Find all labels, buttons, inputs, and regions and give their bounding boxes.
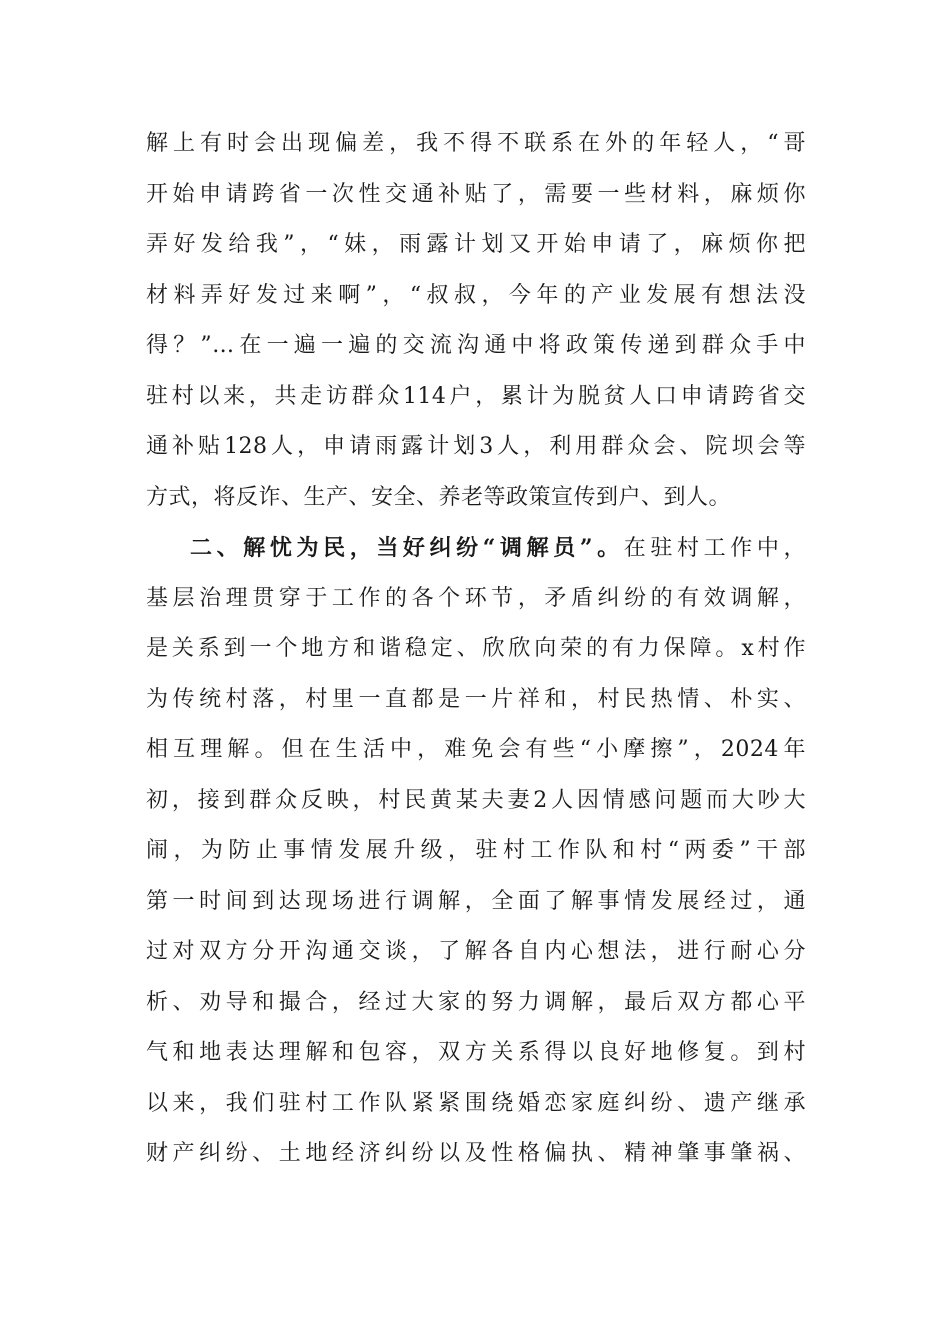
paragraph-2-line: 基层治理贯穿于工作的各个环节，矛盾纠纷的有效调解， [146,585,806,611]
paragraph-2-line: 以来，我们驻村工作队紧紧围绕婚恋家庭纠纷、遗产继承 [146,1090,806,1116]
paragraph-1-line: 通补贴128人，申请雨露计划3人，利用群众会、院坝会等 [146,434,806,459]
paragraph-2-line: 过对双方分开沟通交谈，了解各自内心想法，进行耐心分 [146,939,806,964]
paragraph-2-line: 财产纠纷、土地经济纠纷以及性格偏执、精神肇事肇祸、 [146,1141,806,1166]
paragraph-2-line: 是关系到一个地方和谐稳定、欣欣向荣的有力保障。x村作 [146,636,806,661]
section-heading: 二、解忧为民，当好纠纷“调解员”。 [190,535,624,561]
paragraph-1-line: 驻村以来，共走访群众114户，累计为脱贫人口申请跨省交 [146,383,806,409]
paragraph-2-line: 第一时间到达现场进行调解，全面了解事情发展经过，通 [146,888,806,914]
paragraph-2-line: 相互理解。但在生活中，难免会有些“小摩擦”，2024年 [146,737,806,762]
paragraph-1-line: 弄好发给我”，“妹，雨露计划又开始申请了，麻烦你把 [146,232,806,257]
section-heading-continuation: 在驻村工作中， [623,536,806,561]
paragraph-2-line: 析、劝导和撮合，经过大家的努力调解，最后双方都心平 [146,989,806,1015]
paragraph-2-line: 闹，为防止事情发展升级，驻村工作队和村“两委”干部 [146,838,806,863]
paragraph-1-line: 解上有时会出现偏差，我不得不联系在外的年轻人，“哥 [146,131,806,156]
paragraph-1-line: 开始申请跨省一次性交通补贴了，需要一些材料，麻烦你 [146,181,806,207]
document-body [146,124,806,1185]
paragraph-2-line: 初，接到群众反映，村民黄某夫妻2人因情感问题而大吵大 [146,787,806,813]
paragraph-1-line: 得？”…在一遍一遍的交流沟通中将政策传递到群众手中 [146,333,806,358]
section-heading-line [146,528,806,579]
paragraph-1-line: 方式，将反诈、生产、安全、养老等政策宣传到户、到人。 [146,484,732,510]
paragraph-1-line: 材料弄好发过来啊”，“叔叔，今年的产业发展有想法没 [146,282,806,308]
paragraph-2-line: 为传统村落，村里一直都是一片祥和，村民热情、朴实、 [146,686,806,712]
paragraph-2-line: 气和地表达理解和包容，双方关系得以良好地修复。到村 [146,1040,806,1065]
